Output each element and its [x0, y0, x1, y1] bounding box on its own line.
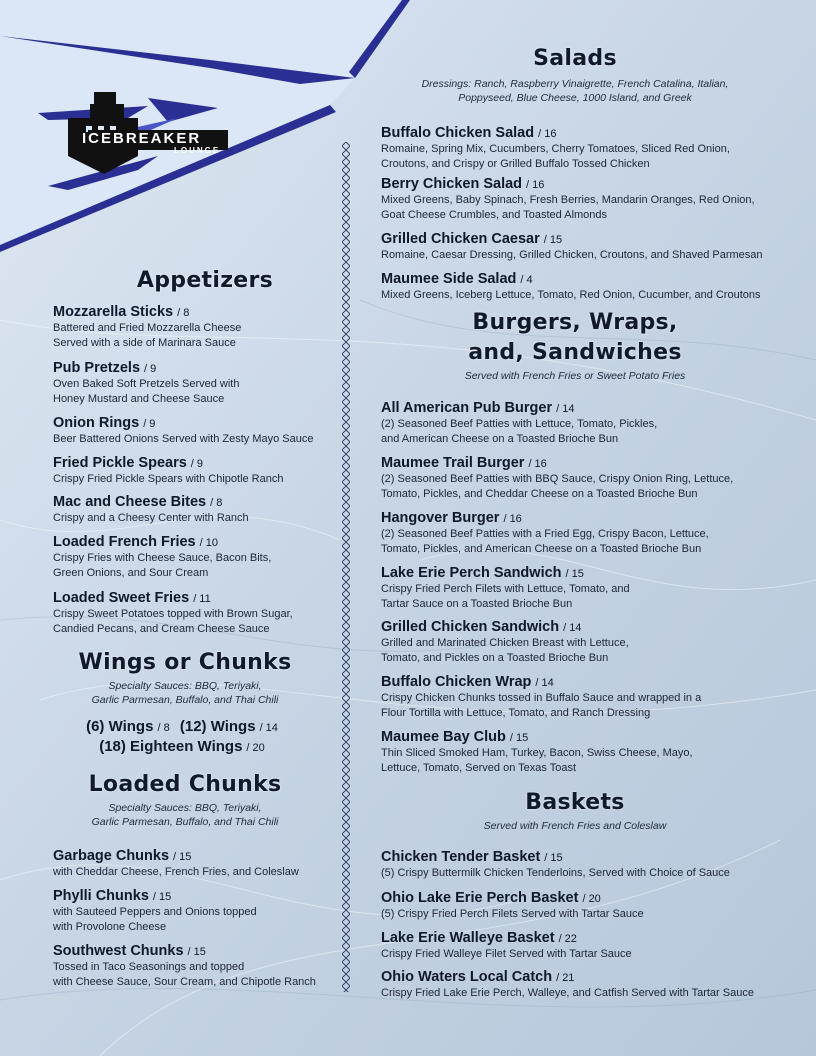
- item-price: / 14: [556, 403, 575, 415]
- item-price: / 11: [193, 593, 211, 605]
- item-name: Loaded Sweet Fries: [53, 590, 190, 606]
- item-description: Crispy Fried Lake Erie Perch, Walleye, and Catfish Served with Tartar Sauce: [381, 987, 754, 999]
- item-name: Onion Rings: [53, 415, 140, 431]
- menu-item: [381, 929, 801, 962]
- wings-title: Wings or Chunks: [78, 650, 292, 675]
- item-name: Ohio Lake Erie Perch Basket: [381, 890, 579, 906]
- item-price: / 9: [144, 363, 157, 375]
- item-description: Crispy Sweet Potatoes topped with Brown Sugar, Candied Pecans, and Cream Cheese Sauce: [53, 608, 293, 635]
- item-description: with Sauteed Peppers and Onions topped with Provolone Cheese: [53, 906, 257, 933]
- item-price: / 15: [173, 851, 192, 863]
- item-description: Crispy Fried Pickle Spears with Chipotle Ranch: [53, 473, 284, 485]
- item-description: Romaine, Caesar Dressing, Grilled Chicken, Croutons, and Shaved Parmesan: [381, 249, 763, 261]
- menu-item: [53, 942, 338, 990]
- menu-item: [381, 124, 801, 172]
- menu-item: [381, 230, 801, 263]
- item-description: (2) Seasoned Beef Patties with BBQ Sauce, Crispy Onion Ring, Lettuce, Tomato, Pickles, and Cheddar Cheese on a Toasted Brioche Bun: [381, 473, 734, 500]
- menu-item: [53, 533, 338, 581]
- item-price: / 16: [538, 128, 557, 140]
- wings-subtitle: Specialty Sauces: BBQ, Teriyaki, Garlic Parmesan, Buffalo, and Thai Chili: [91, 680, 279, 706]
- menu-item: [53, 589, 338, 637]
- menu-item: [53, 454, 338, 487]
- item-description: Mixed Greens, Baby Spinach, Fresh Berries, Mandarin Oranges, Red Onion, Goat Cheese Crumbles, and Toasted Almonds: [381, 194, 755, 221]
- loaded-chunks-subtitle: Specialty Sauces: BBQ, Teriyaki, Garlic Parmesan, Buffalo, and Thai Chili: [91, 802, 279, 828]
- item-price: / 15: [544, 852, 563, 864]
- wing-option: (12) Wings: [179, 718, 256, 735]
- item-description: (5) Crispy Buttermilk Chicken Tenderloins, Served with Choice of Sauce: [381, 867, 730, 879]
- item-name: Maumee Side Salad: [381, 271, 517, 287]
- menu-item: [381, 618, 801, 666]
- salads-title: Salads: [533, 46, 617, 71]
- item-name: Loaded French Fries: [53, 534, 196, 550]
- item-name: Pub Pretzels: [53, 360, 141, 376]
- item-price: / 20: [582, 893, 601, 905]
- loaded-chunks-title: Loaded Chunks: [88, 772, 282, 797]
- item-description: (5) Crispy Fried Perch Filets Served with Tartar Sauce: [381, 908, 644, 920]
- item-price: / 10: [199, 537, 218, 549]
- menu-item: [381, 270, 801, 303]
- item-description: (2) Seasoned Beef Patties with a Fried Egg, Crispy Bacon, Lettuce, Tomato, Pickles, and American Cheese on a Toasted Brioche Bun: [381, 528, 709, 555]
- wing-option: (6) Wings: [86, 718, 154, 735]
- appetizers-title: Appetizers: [136, 268, 274, 293]
- item-price: / 4: [520, 274, 533, 286]
- item-description: with Cheddar Cheese, French Fries, and Coleslaw: [53, 866, 299, 878]
- item-name: Fried Pickle Spears: [53, 455, 187, 471]
- item-description: (2) Seasoned Beef Patties with Lettuce, Tomato, Pickles, and American Cheese on a Toasted Brioche Bun: [381, 418, 658, 445]
- menu-item: [381, 509, 801, 557]
- item-name: Maumee Bay Club: [381, 729, 506, 745]
- wing-price: / 20: [246, 742, 265, 754]
- item-price: / 8: [210, 497, 223, 509]
- item-name: Mac and Cheese Bites: [53, 494, 207, 510]
- item-description: Crispy Fried Perch Filets with Lettuce, Tomato, and Tartar Sauce on a Toasted Brioche Bun: [381, 583, 630, 610]
- item-price: / 21: [556, 972, 575, 984]
- item-description: Oven Baked Soft Pretzels Served with Honey Mustard and Cheese Sauce: [53, 378, 240, 405]
- logo-subtitle: LOUNGE: [174, 146, 221, 155]
- item-name: Chicken Tender Basket: [381, 849, 541, 865]
- baskets-subtitle: Served with French Fries and Coleslaw: [483, 820, 667, 832]
- item-name: Buffalo Chicken Wrap: [381, 674, 532, 690]
- item-description: Crispy Chicken Chunks tossed in Buffalo Sauce and wrapped in a Flour Tortilla with Lettuce, Tomato, and Ranch Dressing: [381, 692, 702, 719]
- item-name: Grilled Chicken Sandwich: [381, 619, 560, 635]
- menu-item: [53, 847, 338, 880]
- menu-item: [381, 728, 801, 776]
- item-name: Phylli Chunks: [53, 888, 149, 904]
- menu-item: [381, 848, 801, 881]
- salads-subtitle: Dressings: Ranch, Raspberry Vinaigrette, French Catalina, Italian, Poppyseed, Blue Cheese, 1000 Island, and Greek: [421, 78, 729, 104]
- item-price: / 15: [187, 946, 206, 958]
- baskets-title: Baskets: [525, 790, 625, 815]
- item-description: Romaine, Spring Mix, Cucumbers, Cherry Tomatoes, Sliced Red Onion, Croutons, and Crispy or Grilled Buffalo Tossed Chicken: [381, 143, 730, 170]
- item-price: / 9: [143, 418, 156, 430]
- item-price: / 22: [558, 933, 577, 945]
- item-description: Thin Sliced Smoked Ham, Turkey, Bacon, Swiss Cheese, Mayo, Lettuce, Tomato, Served on Texas Toast: [381, 747, 693, 774]
- item-name: Lake Erie Walleye Basket: [381, 930, 555, 946]
- item-price: / 15: [543, 234, 563, 246]
- item-price: / 16: [528, 458, 547, 470]
- menu-item: [53, 493, 338, 526]
- item-name: Southwest Chunks: [53, 943, 184, 959]
- item-name: Hangover Burger: [381, 510, 500, 526]
- item-name: Mozzarella Sticks: [53, 304, 174, 320]
- menu-item: [381, 175, 801, 223]
- menu-item: [381, 968, 801, 1001]
- item-name: All American Pub Burger: [381, 400, 553, 416]
- item-price: / 16: [503, 513, 522, 525]
- item-description: Mixed Greens, Iceberg Lettuce, Tomato, Red Onion, Cucumber, and Croutons: [381, 289, 761, 301]
- item-name: Ohio Waters Local Catch: [381, 969, 553, 985]
- menu-item: [53, 359, 338, 407]
- item-description: Battered and Fried Mozzarella Cheese Served with a side of Marinara Sauce: [53, 322, 242, 349]
- item-price: / 16: [526, 179, 545, 191]
- item-price: / 14: [563, 622, 582, 634]
- menu-item: [381, 564, 801, 612]
- item-description: Tossed in Taco Seasonings and topped with Cheese Sauce, Sour Cream, and Chipotle Ranch: [53, 961, 316, 988]
- menu-item: [381, 399, 801, 447]
- item-price: / 15: [509, 732, 529, 744]
- wings-options-row2: [40, 738, 330, 755]
- item-name: Garbage Chunks: [53, 848, 170, 864]
- menu-item: [381, 673, 801, 721]
- wing-price: / 14: [259, 722, 278, 734]
- item-description: Crispy Fried Walleye Filet Served with Tartar Sauce: [381, 948, 632, 960]
- item-price: / 15: [152, 891, 172, 903]
- item-name: Buffalo Chicken Salad: [381, 125, 535, 141]
- menu-item: [53, 887, 338, 935]
- burgers-title-line1: Burgers, Wraps,: [472, 310, 678, 335]
- item-name: Maumee Trail Burger: [381, 455, 525, 471]
- item-price: / 15: [565, 568, 584, 580]
- item-description: Beer Battered Onions Served with Zesty Mayo Sauce: [53, 433, 314, 445]
- item-description: Crispy Fries with Cheese Sauce, Bacon Bits, Green Onions, and Sour Cream: [53, 552, 272, 579]
- burgers-title-line2: and, Sandwiches: [468, 340, 682, 365]
- menu-item: [53, 303, 338, 351]
- wing-option: (18) Eighteen Wings: [99, 738, 243, 755]
- item-price: / 8: [177, 307, 190, 319]
- menu-item: [381, 454, 801, 502]
- wings-options-row1: [40, 718, 330, 735]
- item-price: / 14: [535, 677, 554, 689]
- item-name: Lake Erie Perch Sandwich: [381, 565, 562, 581]
- item-description: Crispy and a Cheesy Center with Ranch: [53, 512, 249, 524]
- item-description: Grilled and Marinated Chicken Breast with Lettuce, Tomato, and Pickles on a Toasted Brioche Bun: [381, 637, 629, 664]
- menu-item: [381, 889, 801, 922]
- item-price: / 9: [190, 458, 204, 470]
- burgers-subtitle: Served with French Fries or Sweet Potato Fries: [464, 370, 686, 382]
- item-name: Grilled Chicken Caesar: [381, 231, 540, 247]
- logo-wordmark: ICEBREAKER: [82, 130, 202, 147]
- wing-price: / 8: [157, 722, 170, 734]
- menu-item: [53, 414, 338, 447]
- item-name: Berry Chicken Salad: [381, 176, 523, 192]
